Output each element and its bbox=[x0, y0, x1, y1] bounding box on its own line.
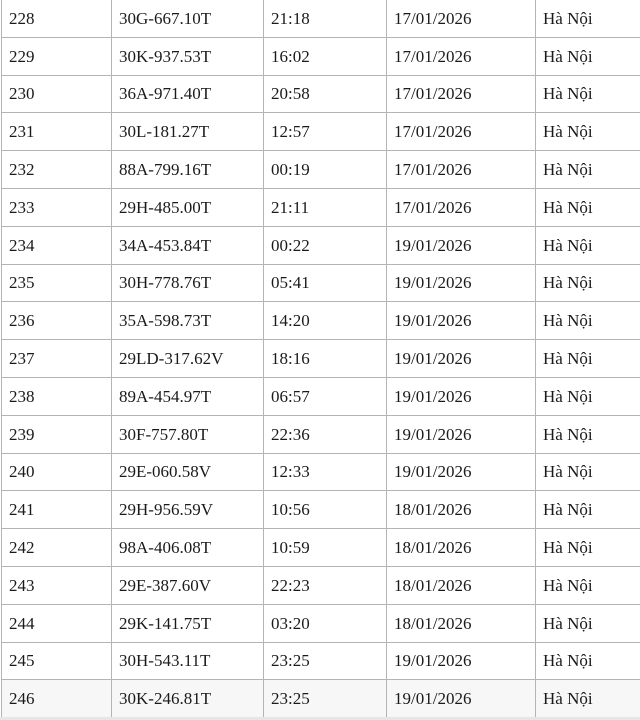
date-cell: 17/01/2026 bbox=[387, 75, 536, 113]
row-index-cell: 243 bbox=[2, 566, 112, 604]
row-index-cell: 235 bbox=[2, 264, 112, 302]
row-index-cell: 246 bbox=[2, 680, 112, 718]
time-cell: 12:57 bbox=[264, 113, 387, 151]
time-cell: 16:02 bbox=[264, 37, 387, 75]
license-plate-cell: 34A-453.84T bbox=[112, 226, 264, 264]
table-row bbox=[2, 453, 640, 491]
time-cell: 23:25 bbox=[264, 680, 387, 718]
time-cell: 23:25 bbox=[264, 642, 387, 680]
city-cell: Hà Nội bbox=[536, 377, 640, 415]
city-cell: Hà Nội bbox=[536, 415, 640, 453]
table-row bbox=[2, 415, 640, 453]
violations-table bbox=[1, 0, 640, 718]
table-row bbox=[2, 264, 640, 302]
city-cell: Hà Nội bbox=[536, 37, 640, 75]
city-cell: Hà Nội bbox=[536, 453, 640, 491]
date-cell: 17/01/2026 bbox=[387, 188, 536, 226]
license-plate-cell: 30H-543.11T bbox=[112, 642, 264, 680]
table-row bbox=[2, 642, 640, 680]
date-cell: 17/01/2026 bbox=[387, 113, 536, 151]
time-cell: 12:33 bbox=[264, 453, 387, 491]
time-cell: 14:20 bbox=[264, 302, 387, 340]
license-plate-cell: 30K-937.53T bbox=[112, 37, 264, 75]
time-cell: 05:41 bbox=[264, 264, 387, 302]
date-cell: 19/01/2026 bbox=[387, 415, 536, 453]
table-row bbox=[2, 529, 640, 567]
row-index-cell: 238 bbox=[2, 377, 112, 415]
table-row bbox=[2, 491, 640, 529]
table-row bbox=[2, 566, 640, 604]
row-index-cell: 229 bbox=[2, 37, 112, 75]
table-row bbox=[2, 113, 640, 151]
license-plate-cell: 29E-387.60V bbox=[112, 566, 264, 604]
license-plate-cell: 88A-799.16T bbox=[112, 151, 264, 189]
time-cell: 22:36 bbox=[264, 415, 387, 453]
table-row bbox=[2, 188, 640, 226]
city-cell: Hà Nội bbox=[536, 566, 640, 604]
city-cell: Hà Nội bbox=[536, 188, 640, 226]
table-row bbox=[2, 680, 640, 718]
row-index-cell: 245 bbox=[2, 642, 112, 680]
city-cell: Hà Nội bbox=[536, 264, 640, 302]
date-cell: 17/01/2026 bbox=[387, 151, 536, 189]
date-cell: 19/01/2026 bbox=[387, 340, 536, 378]
row-index-cell: 237 bbox=[2, 340, 112, 378]
date-cell: 19/01/2026 bbox=[387, 264, 536, 302]
table-row bbox=[2, 377, 640, 415]
time-cell: 10:59 bbox=[264, 529, 387, 567]
time-cell: 20:58 bbox=[264, 75, 387, 113]
date-cell: 17/01/2026 bbox=[387, 37, 536, 75]
license-plate-cell: 35A-598.73T bbox=[112, 302, 264, 340]
table-row bbox=[2, 0, 640, 37]
time-cell: 00:22 bbox=[264, 226, 387, 264]
license-plate-cell: 29K-141.75T bbox=[112, 604, 264, 642]
date-cell: 19/01/2026 bbox=[387, 453, 536, 491]
license-plate-cell: 30K-246.81T bbox=[112, 680, 264, 718]
date-cell: 19/01/2026 bbox=[387, 680, 536, 718]
time-cell: 22:23 bbox=[264, 566, 387, 604]
row-index-cell: 231 bbox=[2, 113, 112, 151]
date-cell: 19/01/2026 bbox=[387, 302, 536, 340]
city-cell: Hà Nội bbox=[536, 680, 640, 718]
date-cell: 18/01/2026 bbox=[387, 491, 536, 529]
time-cell: 10:56 bbox=[264, 491, 387, 529]
row-index-cell: 241 bbox=[2, 491, 112, 529]
table-row bbox=[2, 226, 640, 264]
table-row bbox=[2, 75, 640, 113]
table-row bbox=[2, 302, 640, 340]
city-cell: Hà Nội bbox=[536, 0, 640, 37]
city-cell: Hà Nội bbox=[536, 151, 640, 189]
row-index-cell: 230 bbox=[2, 75, 112, 113]
table-row bbox=[2, 340, 640, 378]
city-cell: Hà Nội bbox=[536, 113, 640, 151]
license-plate-cell: 98A-406.08T bbox=[112, 529, 264, 567]
table-row bbox=[2, 151, 640, 189]
license-plate-cell: 29H-956.59V bbox=[112, 491, 264, 529]
license-plate-cell: 29H-485.00T bbox=[112, 188, 264, 226]
license-plate-cell: 30G-667.10T bbox=[112, 0, 264, 37]
city-cell: Hà Nội bbox=[536, 75, 640, 113]
license-plate-cell: 89A-454.97T bbox=[112, 377, 264, 415]
date-cell: 18/01/2026 bbox=[387, 529, 536, 567]
row-index-cell: 234 bbox=[2, 226, 112, 264]
city-cell: Hà Nội bbox=[536, 604, 640, 642]
license-plate-cell: 29E-060.58V bbox=[112, 453, 264, 491]
city-cell: Hà Nội bbox=[536, 340, 640, 378]
time-cell: 18:16 bbox=[264, 340, 387, 378]
time-cell: 06:57 bbox=[264, 377, 387, 415]
table-body bbox=[2, 0, 640, 718]
date-cell: 19/01/2026 bbox=[387, 377, 536, 415]
row-index-cell: 244 bbox=[2, 604, 112, 642]
time-cell: 21:11 bbox=[264, 188, 387, 226]
date-cell: 19/01/2026 bbox=[387, 642, 536, 680]
city-cell: Hà Nội bbox=[536, 642, 640, 680]
table-row bbox=[2, 604, 640, 642]
row-index-cell: 228 bbox=[2, 0, 112, 37]
license-plate-cell: 30F-757.80T bbox=[112, 415, 264, 453]
time-cell: 21:18 bbox=[264, 0, 387, 37]
row-index-cell: 236 bbox=[2, 302, 112, 340]
license-plate-cell: 30L-181.27T bbox=[112, 113, 264, 151]
table-row bbox=[2, 37, 640, 75]
date-cell: 19/01/2026 bbox=[387, 226, 536, 264]
date-cell: 18/01/2026 bbox=[387, 566, 536, 604]
time-cell: 00:19 bbox=[264, 151, 387, 189]
city-cell: Hà Nội bbox=[536, 491, 640, 529]
time-cell: 03:20 bbox=[264, 604, 387, 642]
license-plate-cell: 30H-778.76T bbox=[112, 264, 264, 302]
row-index-cell: 232 bbox=[2, 151, 112, 189]
row-index-cell: 242 bbox=[2, 529, 112, 567]
license-plate-cell: 29LD-317.62V bbox=[112, 340, 264, 378]
date-cell: 18/01/2026 bbox=[387, 604, 536, 642]
date-cell: 17/01/2026 bbox=[387, 0, 536, 37]
license-plate-cell: 36A-971.40T bbox=[112, 75, 264, 113]
row-index-cell: 239 bbox=[2, 415, 112, 453]
city-cell: Hà Nội bbox=[536, 529, 640, 567]
row-index-cell: 240 bbox=[2, 453, 112, 491]
row-index-cell: 233 bbox=[2, 188, 112, 226]
city-cell: Hà Nội bbox=[536, 226, 640, 264]
city-cell: Hà Nội bbox=[536, 302, 640, 340]
